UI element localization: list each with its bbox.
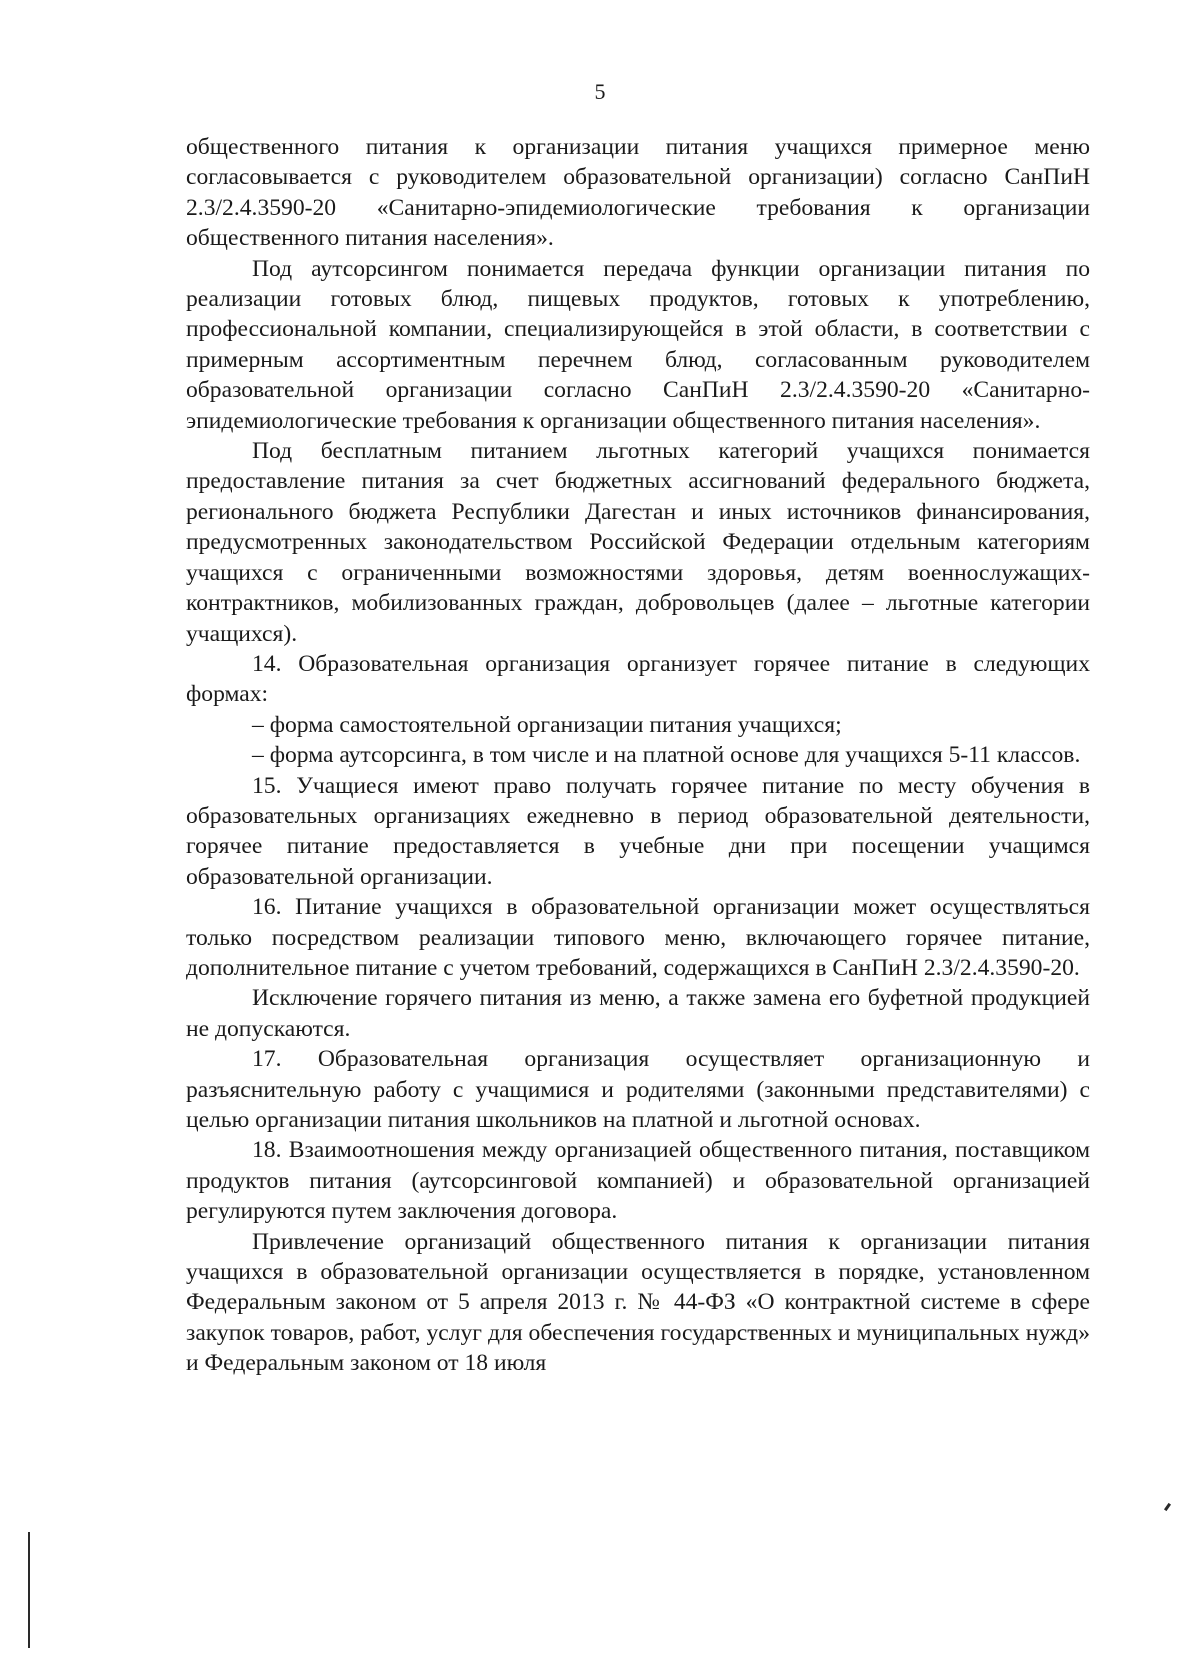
scan-margin-line: [28, 1532, 30, 1648]
scan-mark: [1164, 1503, 1171, 1511]
paragraph-outsourcing-definition: Под аутсорсингом понимается передача функции организации питания по реализации готовых блюд, пищевых продуктов, готовых к употреблению, профессиональной компании, специализирующейся в этой области, в соответствии с примерным ассортиментным перечнем блюд, согласованным руководителем образовательной организации согласно СанПиН 2.3/2.4.3590-20 «Санитарно- эпидемиологические требования к организации общественного питания населения».: [186, 255, 1090, 434]
clause-14: 14. Образовательная организация организует горячее питание в следующих формах:: [186, 650, 1090, 708]
document-body: [186, 132, 1090, 1379]
paragraph-procurement: Привлечение организаций общественного питания к организации питания учащихся в образовательной организации осуществляется в порядке, установленном Федеральным законом от 5 апреля 2013 г. № 44-ФЗ «О контрактной системе в сфере закупок товаров, работ, услуг для обеспечения государственных и муниципальных нужд» и Федеральным законом от 18 июля: [186, 1228, 1090, 1377]
paragraph-free-meals-definition: Под бесплатным питанием льготных категорий учащихся понимается предоставление питания за счет бюджетных ассигнований федерального бюджета, регионального бюджета Республики Дагестан и иных источников финансирования, предусмотренных законодательством Российской Федерации отдельным категориям учащихся с ограниченными возможностями здоровья, детям военнослужащих-контрактников, мобилизованных граждан, добровольцев (далее – льготные категории учащихся).: [186, 438, 1090, 647]
clause-14-item-1: – форма самостоятельной организации питания учащихся;: [252, 711, 842, 738]
page-number: 5: [594, 79, 606, 104]
clause-17: 17. Образовательная организация осуществляет организационную и разъяснительную работу с учащимися и родителями (законными представителями) с целью организации питания школьников на платной и льготной основах.: [186, 1046, 1090, 1133]
clause-15: 15. Учащиеся имеют право получать горячее питание по месту обучения в образовательных организациях ежедневно в период образовательной деятельности, горячее питание предоставляется в учебные дни при посещении учащимся образовательной организации.: [186, 772, 1090, 890]
paragraph-continued: общественного питания к организации питания учащихся примерное меню согласовывается с руководителем образовательной организации) согласно СанПиН 2.3/2.4.3590-20 «Санитарно-эпидемиологические требования к организации общественного питания населения».: [186, 134, 1090, 252]
clause-18: 18. Взаимоотношения между организацией общественного питания, поставщиком продуктов питания (аутсорсинговой компанией) и образовательной организацией регулируются путем заключения договора.: [186, 1137, 1090, 1225]
clause-16: 16. Питание учащихся в образовательной организации может осуществляться только посредством реализации типового меню, включающего горячее питание, дополнительное питание с учетом требований, содержащихся в СанПиН 2.3/2.4.3590-20.: [186, 894, 1090, 981]
paragraph-exclusion: Исключение горячего питания из меню, а также замена его буфетной продукцией не допускаются.: [186, 985, 1090, 1042]
clause-14-item-2: – форма аутсорсинга, в том числе и на платной основе для учащихся 5-11 классов.: [252, 742, 1081, 769]
